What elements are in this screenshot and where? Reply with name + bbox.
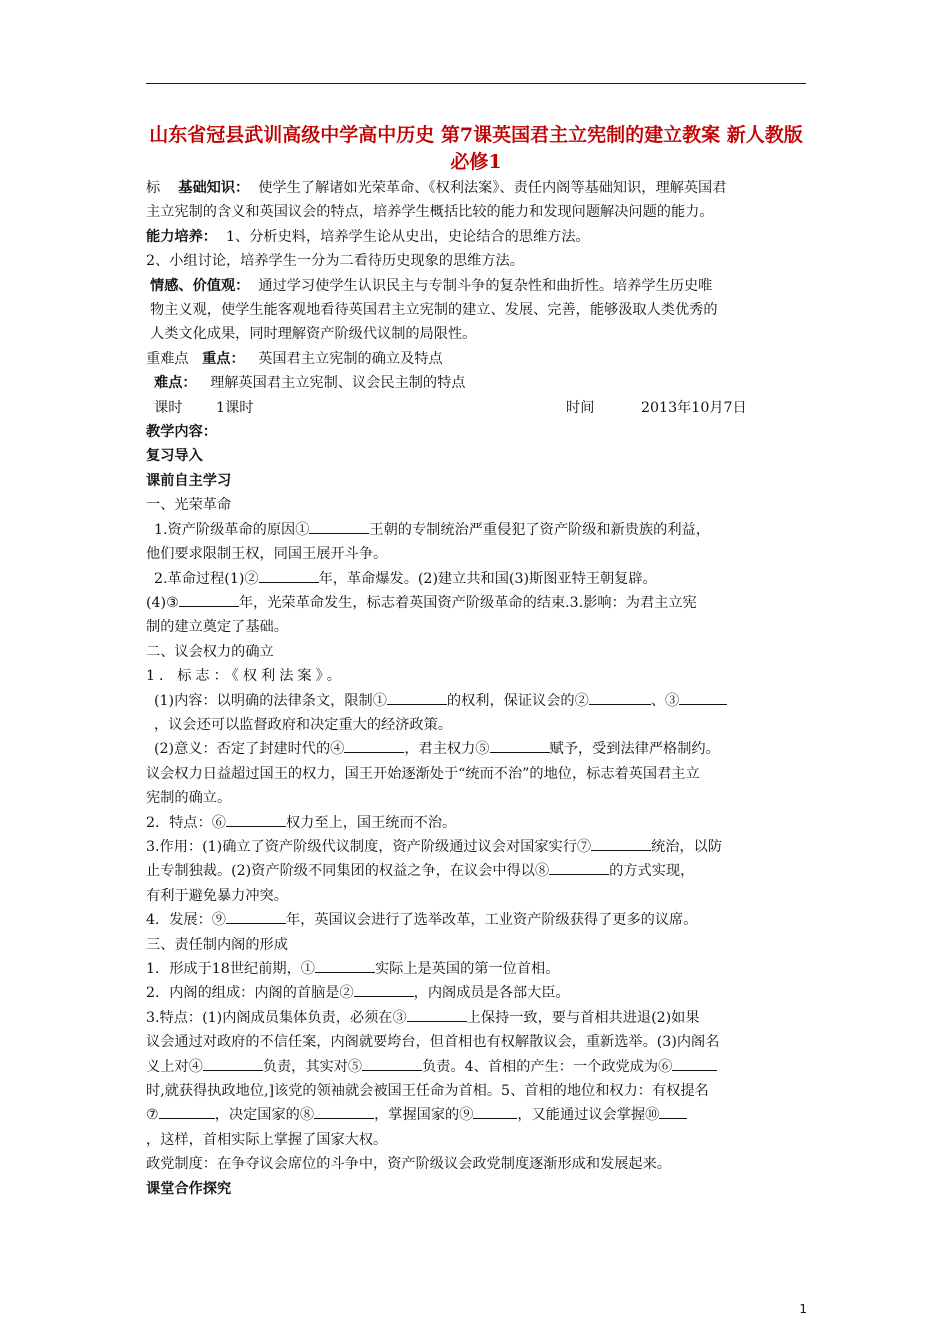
- section3-line: ⑦ ，决定国家的⑧ ，掌握国家的⑨ ，又能通过议会掌握⑩: [146, 1103, 811, 1127]
- section2-line: 4．发展：⑨ 年，英国议会进行了选举改革，工业资产阶级获得了更多的议席。: [146, 908, 811, 932]
- schedule-line: 课时 1课时 时间 2013年10月7日: [154, 399, 747, 416]
- fill-blank[interactable]: [354, 982, 414, 997]
- heading-preview: 课前自主学习: [146, 472, 232, 489]
- heading-cooperative: 课堂合作探究: [146, 1180, 232, 1197]
- section2-line: 有利于避免暴力冲突。: [146, 887, 288, 904]
- fill-blank[interactable]: [344, 738, 404, 753]
- fill-blank[interactable]: [226, 909, 286, 924]
- section2-title: 二、议会权力的确立: [146, 643, 274, 660]
- fill-blank[interactable]: [591, 836, 651, 851]
- fill-blank[interactable]: [672, 1056, 717, 1071]
- section2-line: 3.作用：(1)确立了资产阶级代议制度，资产阶级通过议会对国家实行⑦ 统治，以防: [146, 835, 811, 859]
- fill-blank[interactable]: [387, 690, 447, 705]
- header-rule: [146, 83, 806, 84]
- fill-blank[interactable]: [659, 1104, 687, 1119]
- fill-blank[interactable]: [490, 738, 550, 753]
- section1-line: 他们要求限制王权，同国王展开斗争。: [146, 546, 388, 563]
- fill-blank[interactable]: [226, 812, 286, 827]
- section2-line: (1)内容：以明确的法律条文，限制① 的权利，保证议会的② 、③: [146, 689, 811, 713]
- section2-line: 宪制的确立。: [146, 790, 232, 807]
- section1-line: 1.资产阶级革命的原因① 王朝的专制统治严重侵犯了资产阶级和新贵族的利益，: [146, 518, 811, 542]
- section3-line: 议会通过对政府的不信任案，内阁就要垮台，但首相也有权解散议会，重新选举。(3)内阁名: [146, 1034, 720, 1051]
- fill-blank[interactable]: [473, 1104, 517, 1119]
- fill-blank[interactable]: [179, 592, 239, 607]
- section1-line: 2.革命过程(1)② 年，革命爆发。(2)建立共和国(3)斯图亚特王朝复辟。: [146, 567, 811, 591]
- document-title: 山东省冠县武训高级中学高中历史 第7课英国君主立宪制的建立教案 新人教版必修1: [149, 124, 803, 173]
- section1-line: (4)③ 年，光荣革命发生，标志着英国资产阶级革命的结束.3.影响：为君主立宪: [146, 591, 811, 615]
- ability-line-2: 2、小组讨论，培养学生一分为二看待历史现象的思维方法。: [146, 253, 524, 270]
- section2-line: 1．标志：《权利法案》。: [146, 668, 345, 685]
- section3-line: 2．内阁的组成：内阁的首脑是② ，内阁成员是各部大臣。: [146, 981, 811, 1005]
- fill-blank[interactable]: [259, 568, 319, 583]
- section3-line: 1．形成于18世纪前期，① 实际上是英国的第一位首相。: [146, 957, 811, 981]
- section3-line: 3.特点：(1)内阁成员集体负责，必须在③ 上保持一致，要与首相共进退(2)如果: [146, 1006, 811, 1030]
- fill-blank[interactable]: [362, 1056, 422, 1071]
- section2-line: 2．特点：⑥ 权力至上，国王统而不治。: [146, 811, 811, 835]
- section3-line: ，这样，首相实际上掌握了国家大权。: [146, 1131, 388, 1148]
- section1-title: 一、光荣革命: [146, 497, 232, 514]
- objectives-line-1: 标 基础知识： 使学生了解诸如光荣革命、《权利法案》、责任内阁等基础知识，理解英国君: [146, 180, 727, 196]
- emotion-line-2: 物主义观，使学生能客观地看待英国君主立宪制的建立、发展、完善，能够汲取人类优秀的: [150, 302, 718, 319]
- section2-line: ，议会还可以监督政府和决定重大的经济政策。: [154, 716, 452, 733]
- section3-line: 时,就获得执政地位,]该党的领袖就会被国王任命为首相。5、首相的地位和权力：有权提名: [146, 1083, 709, 1100]
- document-body: [146, 176, 811, 1201]
- section3-line: 政党制度：在争夺议会席位的斗争中，资产阶级议会政党制度逐渐形成和发展起来。: [146, 1156, 671, 1173]
- section2-line: 议会权力日益超过国王的权力，国王开始逐渐处于“统而不治”的地位，标志着英国君主立: [146, 765, 700, 782]
- heading-content: 教学内容：: [146, 424, 217, 441]
- fill-blank[interactable]: [314, 1104, 374, 1119]
- section2-line: (2)意义：否定了封建时代的④ ，君主权力⑤ 赋予，受到法律严格制约。: [146, 737, 811, 761]
- objectives-line-2: 主立宪制的含义和英国议会的特点，培养学生概括比较的能力和发现问题解决问题的能力。: [146, 204, 714, 221]
- fill-blank[interactable]: [159, 1104, 215, 1119]
- difficult-point-line: 难点： 理解英国君主立宪制、议会民主制的特点: [154, 375, 466, 392]
- section1-line: 制的建立奠定了基础。: [146, 619, 288, 636]
- heading-review: 复习导入: [146, 448, 203, 465]
- emotion-line-1: 情感、价值观： 通过学习使学生认识民主与专制斗争的复杂性和曲折性。培养学生历史唯: [150, 277, 713, 294]
- section3-line: 义上对④ 负责，其实对⑤ 负责。4、首相的产生：一个政党成为⑥: [146, 1055, 811, 1079]
- page-number: 1: [799, 1302, 807, 1316]
- section3-title: 三、责任制内阁的形成: [146, 936, 288, 953]
- section2-line: 止专制独裁。(2)资产阶级不同集团的权益之争，在议会中得以⑧ 的方式实现，: [146, 859, 811, 883]
- fill-blank[interactable]: [549, 860, 609, 875]
- key-point-line: 重难点 重点： 英国君主立宪制的确立及特点: [146, 350, 443, 367]
- fill-blank[interactable]: [407, 1007, 467, 1022]
- emotion-line-3: 人类文化成果，同时理解资产阶级代议制的局限性。: [150, 326, 477, 343]
- fill-blank[interactable]: [203, 1056, 263, 1071]
- fill-blank[interactable]: [309, 519, 369, 534]
- fill-blank[interactable]: [315, 958, 375, 973]
- fill-blank[interactable]: [589, 690, 651, 705]
- ability-line: 能力培养： 1、分析史料，培养学生论从史出，史论结合的思维方法。: [146, 228, 590, 245]
- fill-blank[interactable]: [679, 690, 727, 705]
